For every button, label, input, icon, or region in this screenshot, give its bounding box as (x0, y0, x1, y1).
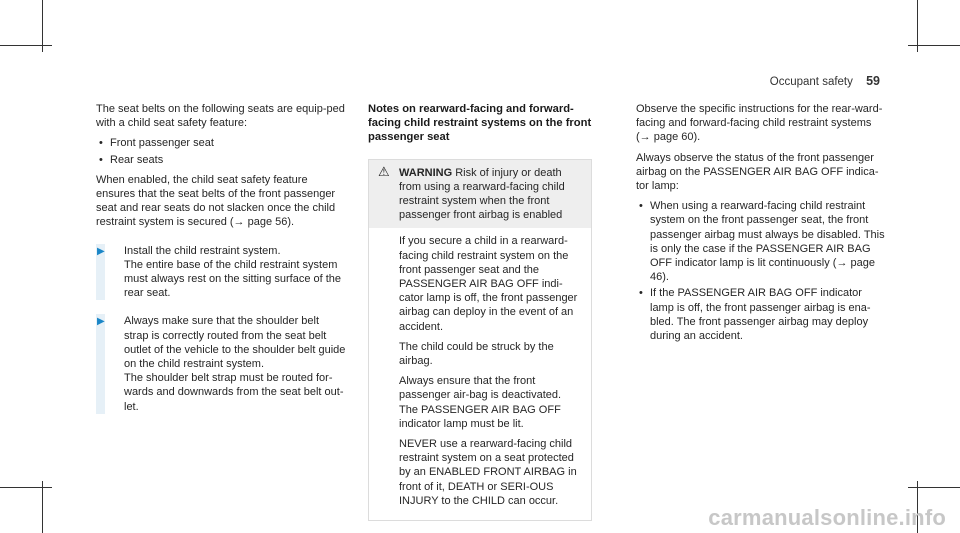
warning-paragraph: NEVER use a rearward-facing child restraint system on a seat protected by an ENABLED FRONT AIRBAG in front of it, DEATH or SERI-OUS INJURY to the CHILD can occur. (399, 438, 577, 507)
list-item: • If the PASSENGER AIR BAG OFF indicator lamp is off, the front passenger airbag is ena-bled. The front passenger airbag may deploy during an accident. (636, 286, 886, 343)
crop-mark (908, 487, 960, 488)
airbag-list (636, 199, 886, 343)
step-detail: The entire base of the child restraint system must always rest on the sitting surface of the rear seat. (124, 258, 342, 300)
step-text: Install the child restraint system. (124, 244, 281, 257)
warning-triangle-icon: ⚠ (378, 163, 390, 179)
warning-summary: Risk of injury or death from using a rearward-facing child restraint system when the front passenger front airbag is enabled (399, 166, 565, 222)
section-title: Occupant safety (769, 76, 853, 88)
column-left (96, 102, 346, 414)
step-detail: The shoulder belt strap must be routed for-wards and downwards from the seat belt out-let. (124, 372, 344, 413)
crop-mark (0, 45, 52, 46)
column-middle (368, 102, 592, 521)
intro-text: The seat belts on the following seats are equip-ped with a child seat safety feature: (96, 103, 345, 130)
seat-list (96, 136, 346, 166)
warning-label: WARNING (399, 166, 453, 179)
crop-mark (908, 45, 960, 46)
watermark: carmanualsonline.info (708, 505, 946, 530)
list-item: • Rear seats (96, 153, 346, 167)
instruction-step (96, 244, 346, 301)
crop-mark (0, 487, 52, 488)
section-heading: Notes on rearward-facing and forward-facing child restraint systems on the front passenger seat (368, 103, 592, 144)
play-arrow-icon: ▶ (97, 245, 105, 257)
instruction-step (96, 314, 346, 413)
crop-mark (42, 0, 43, 52)
warning-paragraph: Always ensure that the front passenger air-bag is deactivated. The PASSENGER AIR BAG OFF indicator lamp must be lit. (399, 375, 562, 430)
page-header (770, 74, 880, 88)
list-item: • Front passenger seat (96, 136, 346, 150)
crop-mark (917, 0, 918, 52)
step-text: Always make sure that the shoulder belt strap is correctly routed from the seat belt outlet of the vehicle to the shoulder belt guide on the child restraint system. (124, 315, 346, 371)
warning-body (369, 228, 591, 520)
page-number: 59 (866, 74, 880, 88)
warning-header (369, 160, 591, 229)
warning-paragraph: The child could be struck by the airbag. (399, 340, 554, 368)
instructions-text: Observe the specific instructions for the rear-ward-facing and forward-facing child restraint systems (→ page 60). (636, 103, 883, 144)
warning-box (368, 159, 592, 521)
warning-paragraph: If you secure a child in a rearward-facing child restraint system on the front passenger seat and the PASSENGER AIR BAG OFF indi-cator lamp is off, the front passenger airbag can deploy in the event of an accident. (399, 235, 578, 333)
status-text: Always observe the status of the front passenger airbag on the PASSENGER AIR BAG OFF indica-tor lamp: (636, 151, 879, 193)
play-arrow-icon: ▶ (97, 316, 105, 328)
column-right (636, 102, 886, 349)
crop-mark (42, 481, 43, 533)
enabled-text: When enabled, the child seat safety feature ensures that the seat belts of the front passenger seat and rear seats do not slacken once the child restraint system is secured (→ page 56). (96, 173, 336, 229)
list-item: • When using a rearward-facing child restraint system on the front passenger seat, the front passenger airbag must always be disabled. This is only the case if the PASSENGER AIR BAG OFF indicator lamp is lit continuously (→ page 46). (636, 199, 886, 284)
